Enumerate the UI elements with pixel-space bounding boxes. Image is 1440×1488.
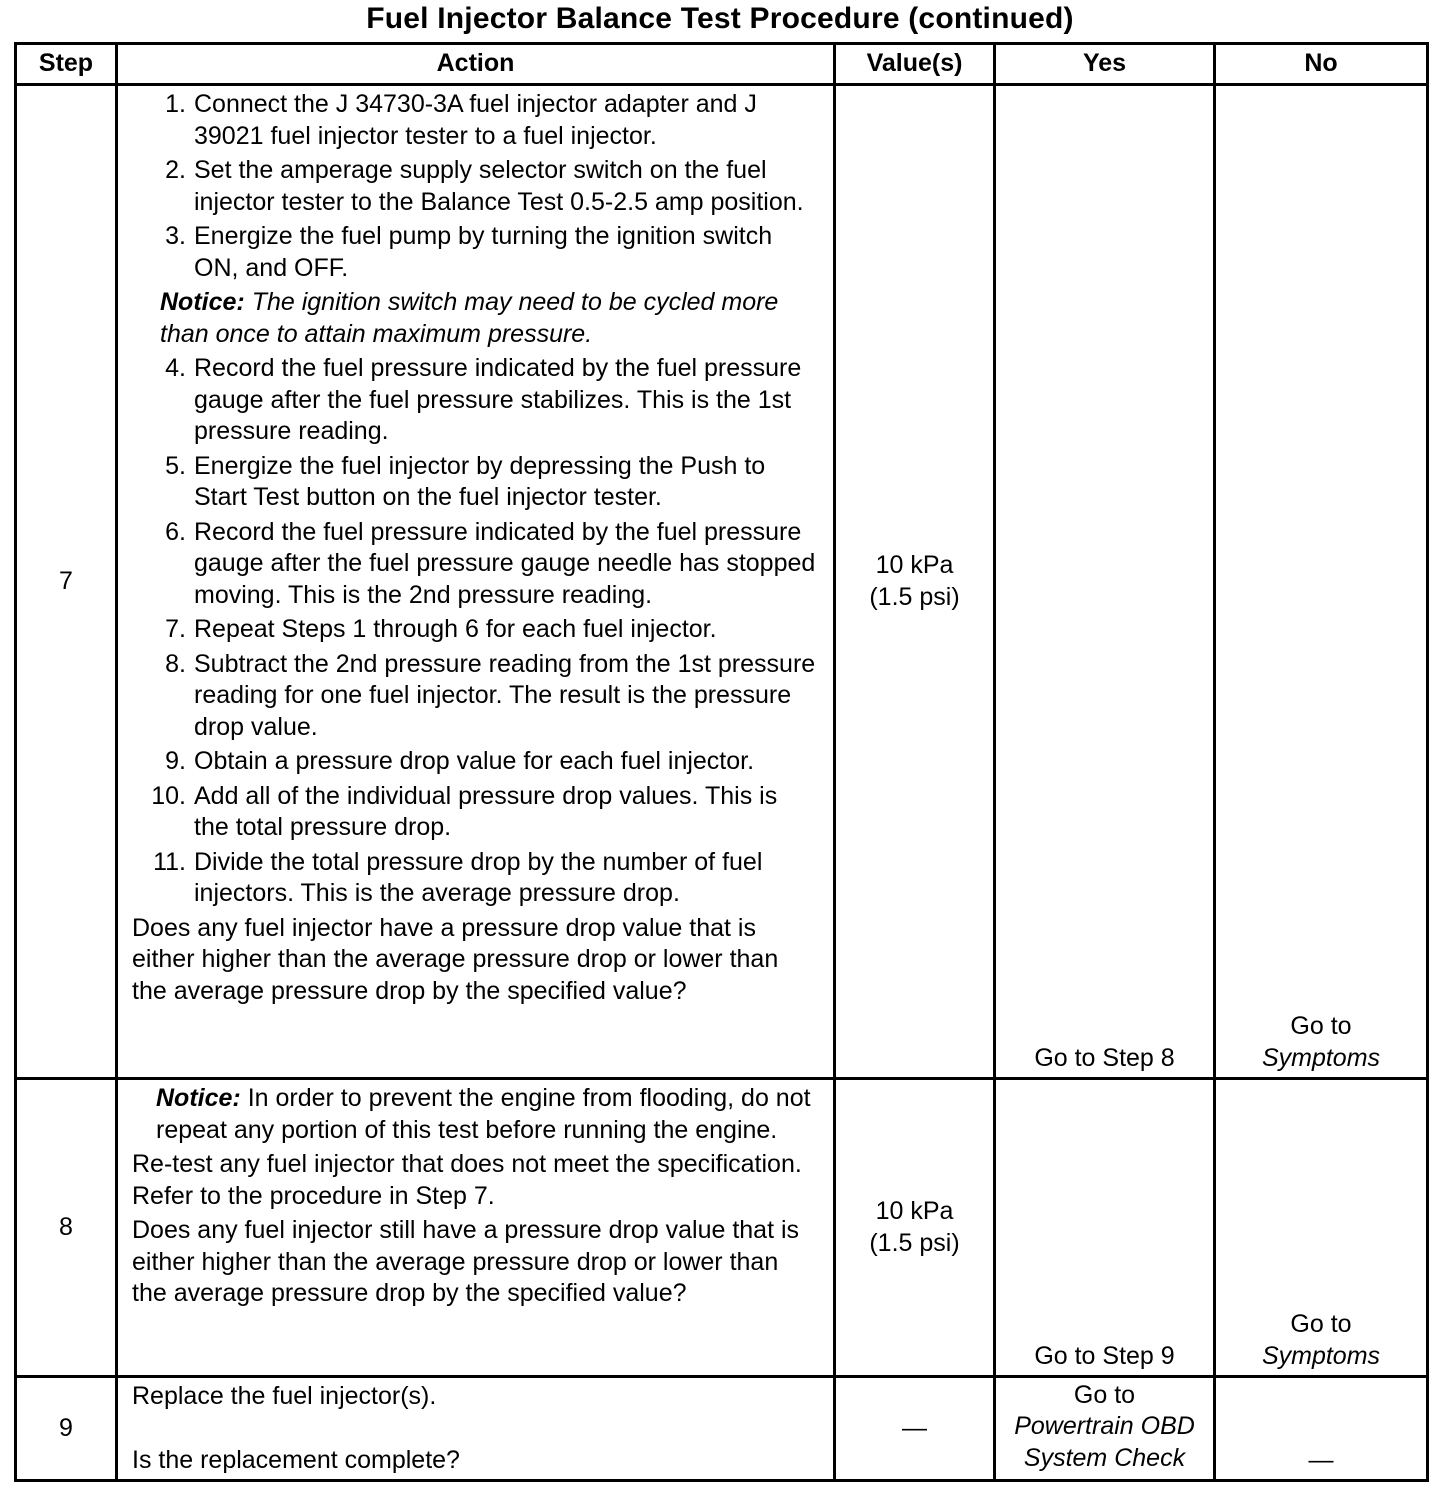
notice-text: The ignition switch may need to be cycled more than once to attain maximum pressure.: [160, 288, 779, 348]
question-text: Is the replacement complete?: [132, 1445, 460, 1474]
list-item: [132, 847, 817, 910]
page-title: Fuel Injector Balance Test Procedure (continued): [366, 2, 1074, 35]
item-text: Connect the J 34730-3A fuel injector adapter and J 39021 fuel injector tester to a fuel injector.: [194, 90, 757, 150]
notice-label: Notice:: [156, 1084, 241, 1112]
yes-link[interactable]: Go to Step 8: [1034, 1043, 1175, 1072]
list-item: [132, 451, 817, 514]
powertrain-obd-link[interactable]: Powertrain OBD: [1014, 1412, 1195, 1441]
item-number: 8.: [165, 649, 186, 678]
item-text: Subtract the 2nd pressure reading from the 1st pressure reading for one fuel injector. The result is the pressure drop value.: [194, 649, 816, 741]
yes-link[interactable]: Go to Step 9: [1034, 1341, 1175, 1370]
notice-label: Notice:: [160, 288, 245, 316]
symptoms-link[interactable]: Symptoms: [1261, 1043, 1381, 1072]
system-check-link[interactable]: System Check: [1023, 1443, 1186, 1472]
header-row: [16, 44, 1428, 85]
value-cell: [835, 85, 995, 1079]
no-link-line2[interactable]: [1216, 1341, 1426, 1373]
item-text: Obtain a pressure drop value for each fuel injector.: [194, 747, 755, 775]
action-text: Replace the fuel injector(s).: [132, 1382, 437, 1410]
header-values: Value(s): [835, 44, 995, 85]
list-item: [132, 781, 817, 844]
notice: [132, 287, 817, 350]
table-row-step-7: [16, 85, 1428, 1079]
item-text: Repeat Steps 1 through 6 for each fuel injector.: [194, 615, 717, 643]
item-text: Add all of the individual pressure drop values. This is the total pressure drop.: [194, 781, 778, 841]
item-number: 3.: [165, 222, 186, 250]
table-row-step-9: [16, 1377, 1428, 1481]
item-number: 1.: [165, 90, 186, 118]
step-number: 9: [16, 1377, 117, 1481]
question-text: Does any fuel injector still have a pressure drop value that is either higher than the average pressure drop or lower than the average pressure drop by the specified value?: [132, 1216, 800, 1307]
no-cell: —: [1215, 1377, 1428, 1481]
action-list: [132, 89, 817, 284]
no-link-line1[interactable]: Go to: [1290, 1310, 1352, 1338]
notice: [132, 1083, 817, 1146]
action-text: Re-test any fuel injector that does not meet the specification. Refer to the procedure in Step 7.: [132, 1150, 802, 1210]
list-item: [132, 155, 817, 218]
yes-cell: [995, 1079, 1215, 1377]
item-number: 2.: [165, 156, 186, 184]
item-text: Divide the total pressure drop by the number of fuel injectors. This is the average pressure drop.: [194, 847, 763, 907]
header-step: Step: [16, 44, 117, 85]
header-yes: Yes: [995, 44, 1215, 85]
no-cell: [1215, 85, 1428, 1079]
yes-link-line2[interactable]: [996, 1411, 1213, 1443]
yes-cell: [995, 85, 1215, 1079]
no-link-line2[interactable]: [1216, 1043, 1426, 1075]
list-item: [132, 614, 817, 646]
header-no: No: [1215, 44, 1428, 85]
action-cell: [117, 85, 835, 1079]
list-item: [132, 353, 817, 448]
no-cell: [1215, 1079, 1428, 1377]
action-list-continued: [132, 353, 817, 910]
no-link-line1[interactable]: Go to: [1290, 1012, 1352, 1040]
value-cell: —: [835, 1377, 995, 1481]
question-text: Does any fuel injector have a pressure drop value that is either higher than the average pressure drop or lower than the average pressure drop by the specified value?: [132, 913, 779, 1005]
value-kpa: 10 kPa: [875, 1197, 954, 1225]
yes-link-line3[interactable]: [996, 1443, 1213, 1475]
item-text: Energize the fuel pump by turning the ignition switch ON, and OFF.: [194, 222, 773, 282]
item-text: Record the fuel pressure indicated by the fuel pressure gauge after the fuel pressure gauge needle has stopped moving. This is the 2nd pressure reading.: [194, 517, 816, 609]
item-number: 5.: [165, 451, 186, 480]
yes-link-line1[interactable]: Go to: [1073, 1380, 1136, 1409]
item-number: 9.: [165, 747, 186, 775]
item-number: 10.: [151, 781, 186, 810]
list-item: [132, 89, 817, 152]
list-item: [132, 517, 817, 612]
value-kpa: 10 kPa: [875, 551, 954, 579]
step-number: 7: [16, 85, 117, 1079]
item-number: 7.: [165, 615, 186, 643]
item-number: 4.: [165, 354, 186, 382]
action-cell: [117, 1079, 835, 1377]
header-action: Action: [117, 44, 835, 85]
yes-cell: [995, 1377, 1215, 1481]
list-item: [132, 649, 817, 744]
item-text: Record the fuel pressure indicated by the fuel pressure gauge after the fuel pressure stabilizes. This is the 1st pressure reading.: [194, 354, 802, 445]
value-cell: [835, 1079, 995, 1377]
item-text: Set the amperage supply selector switch on the fuel injector tester to the Balance Test 0.5-2.5 amp position.: [194, 156, 804, 216]
value-psi: (1.5 psi): [869, 1228, 960, 1257]
step-number: 8: [16, 1079, 117, 1377]
item-number: 11.: [153, 847, 186, 876]
table-row-step-8: [16, 1079, 1428, 1377]
list-item: [132, 221, 817, 284]
notice-text: In order to prevent the engine from flooding, do not repeat any portion of this test before running the engine.: [156, 1084, 811, 1144]
item-number: 6.: [165, 517, 186, 546]
item-text: Energize the fuel injector by depressing the Push to Start Test button on the fuel injector tester.: [194, 451, 766, 511]
list-item: [132, 746, 817, 778]
symptoms-link[interactable]: Symptoms: [1261, 1341, 1381, 1370]
action-cell: [117, 1377, 835, 1481]
procedure-table: [14, 42, 1429, 1482]
value-psi: (1.5 psi): [869, 582, 960, 611]
